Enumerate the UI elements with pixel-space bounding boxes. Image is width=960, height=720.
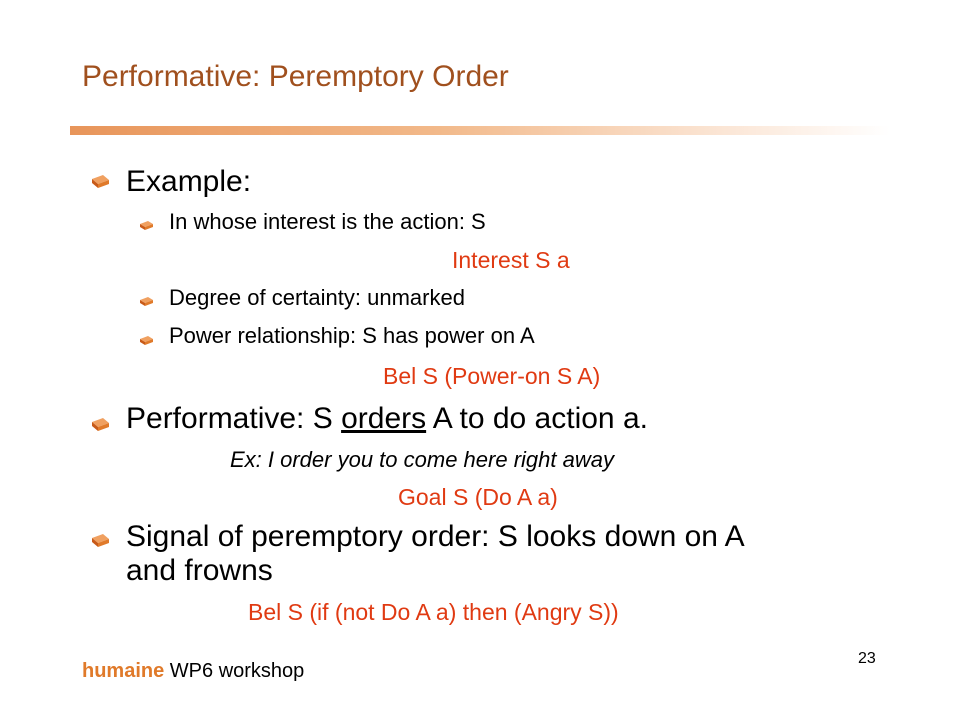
footer-brand: humaine WP6 workshop xyxy=(82,660,305,682)
brand-logo-text: humaine xyxy=(82,660,165,682)
list-item-signal-line1: Signal of peremptory order: S looks down on A xyxy=(126,520,745,553)
title-underline-rule xyxy=(70,126,890,135)
list-item-interest: In whose interest is the action: S xyxy=(169,209,486,234)
sub-bullet-icon xyxy=(140,221,153,230)
slide-title: Performative: Peremptory Order xyxy=(82,60,509,93)
page-number: 23 xyxy=(858,650,876,667)
bullet-icon xyxy=(92,418,109,431)
sub-bullet-icon xyxy=(140,297,153,306)
bullet-icon xyxy=(92,175,109,188)
example-sentence: Ex: I order you to come here right away xyxy=(230,447,614,472)
formula-goal: Goal S (Do A a) xyxy=(398,484,558,510)
sub-bullet-icon xyxy=(140,336,153,345)
list-item-signal-line2: and frowns xyxy=(126,554,273,587)
list-item-performative: Performative: S orders A to do action a. xyxy=(126,402,648,435)
list-item-power: Power relationship: S has power on A xyxy=(169,323,535,348)
formula-angry: Bel S (if (not Do A a) then (Angry S)) xyxy=(248,599,619,625)
formula-power: Bel S (Power-on S A) xyxy=(383,363,601,389)
bullet-icon xyxy=(92,534,109,547)
list-item-example: Example: xyxy=(126,165,252,198)
list-item-certainty: Degree of certainty: unmarked xyxy=(169,285,465,310)
formula-interest: Interest S a xyxy=(452,247,570,273)
underlined-verb: orders xyxy=(341,402,427,435)
